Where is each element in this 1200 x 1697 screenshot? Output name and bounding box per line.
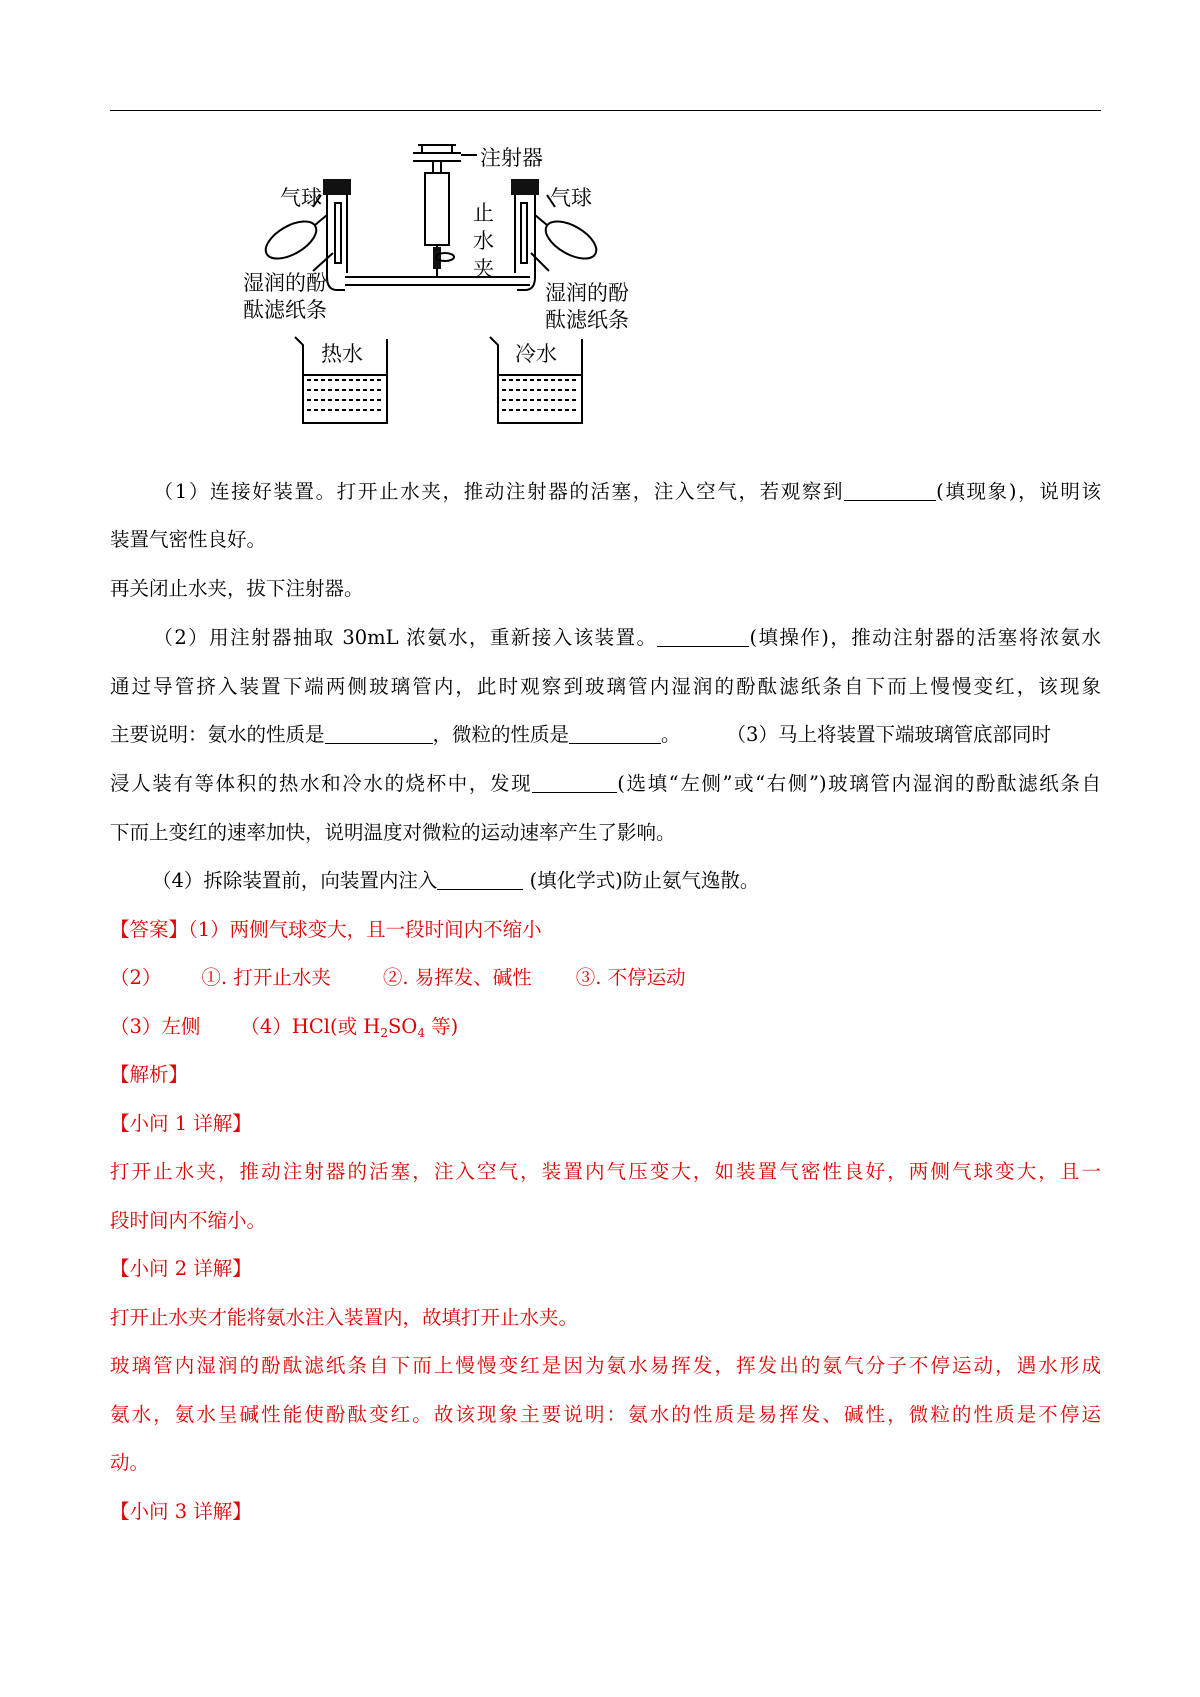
right-balloon-neck bbox=[535, 215, 547, 225]
right-balloon bbox=[540, 214, 602, 266]
section-2-line-1: 打开止水夹才能将氨水注入装置内，故填打开止水夹。 bbox=[110, 1306, 579, 1329]
section-2-line-3: 氨水，氨水呈碱性能使酚酞变红。故该现象主要说明：氨水的性质是易挥发、碱性，微粒的性质是不停运 bbox=[110, 1403, 1101, 1426]
section-2-line-4: 动。 bbox=[110, 1451, 150, 1474]
answer-line-2: （2） ①. 打开止水夹 ②. 易挥发、碱性 ③. 不停运动 bbox=[110, 966, 686, 989]
right-balloon-label: 气球 bbox=[550, 186, 592, 210]
header-rule bbox=[110, 110, 1101, 111]
q1-blank bbox=[844, 482, 936, 501]
right-filter-paper bbox=[521, 203, 527, 263]
left-stopper bbox=[323, 179, 351, 195]
q2-line-3: 主要说明：氨水的性质是 ，微粒的性质是 。 （3）马上将装置下端玻璃管底部同时 bbox=[110, 723, 1051, 746]
section-1-line-2: 段时间内不缩小。 bbox=[110, 1209, 267, 1232]
section-2-title: 【小问 2 详解】 bbox=[110, 1257, 252, 1280]
q2-blank-2 bbox=[325, 725, 433, 744]
q2-blank-3 bbox=[569, 725, 661, 744]
left-balloon-neck bbox=[315, 215, 327, 225]
q4-line: （4）拆除装置前，向装置内注入 (填化学式)防止氨气逸散。 bbox=[152, 869, 760, 892]
q4-blank bbox=[437, 871, 523, 890]
answer-line-3: （3）左侧 （4）HCl(或 $H_2SO_4$ 等) bbox=[110, 1015, 459, 1040]
clamp-label-2: 水 bbox=[473, 229, 494, 253]
left-paper-label-2: 酞滤纸条 bbox=[243, 298, 327, 322]
left-balloon-label: 气球 bbox=[280, 186, 322, 210]
section-2-line-2: 玻璃管内湿润的酚酞滤纸条自下而上慢慢变红是因为氨水易挥发，挥发出的氨气分子不停运动，遇水形成 bbox=[110, 1354, 1101, 1377]
section-1-line-1: 打开止水夹，推动注射器的活塞，注入空气，装置内气压变大，如装置气密性良好，两侧气球变大，且一 bbox=[110, 1160, 1101, 1183]
q3-line-1: 浸人装有等体积的热水和冷水的烧杯中，发现 (选填“左侧”或“右侧”)玻璃管内湿润的酚酞滤纸条自 bbox=[110, 772, 1101, 795]
q2-line-2: 通过导管挤入装置下端两侧玻璃管内，此时观察到玻璃管内湿润的酚酞滤纸条自下而上慢慢变红，该现象 bbox=[110, 675, 1101, 698]
left-balloon bbox=[260, 214, 322, 266]
syringe-label: 注射器 bbox=[480, 146, 543, 170]
q3-line-2: 下而上变红的速率加快，说明温度对微粒的运动速率产生了影响。 bbox=[110, 821, 676, 844]
left-paper-label-1: 湿润的酚 bbox=[243, 271, 327, 295]
left-filter-paper bbox=[335, 203, 341, 263]
q1-line-1: （1）连接好装置。打开止水夹，推动注射器的活塞，注入空气，若观察到 (填现象)，说明该 bbox=[152, 480, 1101, 503]
section-3-title: 【小问 3 详解】 bbox=[110, 1500, 252, 1523]
right-paper-label-2: 酞滤纸条 bbox=[545, 308, 629, 332]
right-paper-label-1: 湿润的酚 bbox=[545, 281, 629, 305]
section-1-title: 【小问 1 详解】 bbox=[110, 1112, 252, 1135]
analysis-label: 【解析】 bbox=[110, 1063, 189, 1086]
q1-line-3: 再关闭止水夹，拔下注射器。 bbox=[110, 577, 364, 600]
q1-line-2: 装置气密性良好。 bbox=[110, 528, 267, 551]
right-stopper bbox=[511, 179, 539, 195]
q2-line-1: （2）用注射器抽取 30mL 浓氨水，重新接入该装置。 (填操作)，推动注射器的活塞将浓氨水 bbox=[152, 626, 1101, 649]
clamp-label-1: 止 bbox=[473, 201, 494, 225]
right-beaker-label: 冷水 bbox=[515, 342, 557, 366]
apparatus-diagram bbox=[243, 145, 705, 465]
q2-blank-1 bbox=[657, 628, 749, 647]
answer-line-1: 【答案】（1）两侧气球变大，且一段时间内不缩小 bbox=[110, 918, 542, 941]
q3-blank bbox=[532, 774, 617, 793]
clamp-label-3: 夹 bbox=[473, 257, 494, 281]
syringe-barrel bbox=[425, 173, 449, 245]
left-beaker-label: 热水 bbox=[321, 342, 363, 366]
